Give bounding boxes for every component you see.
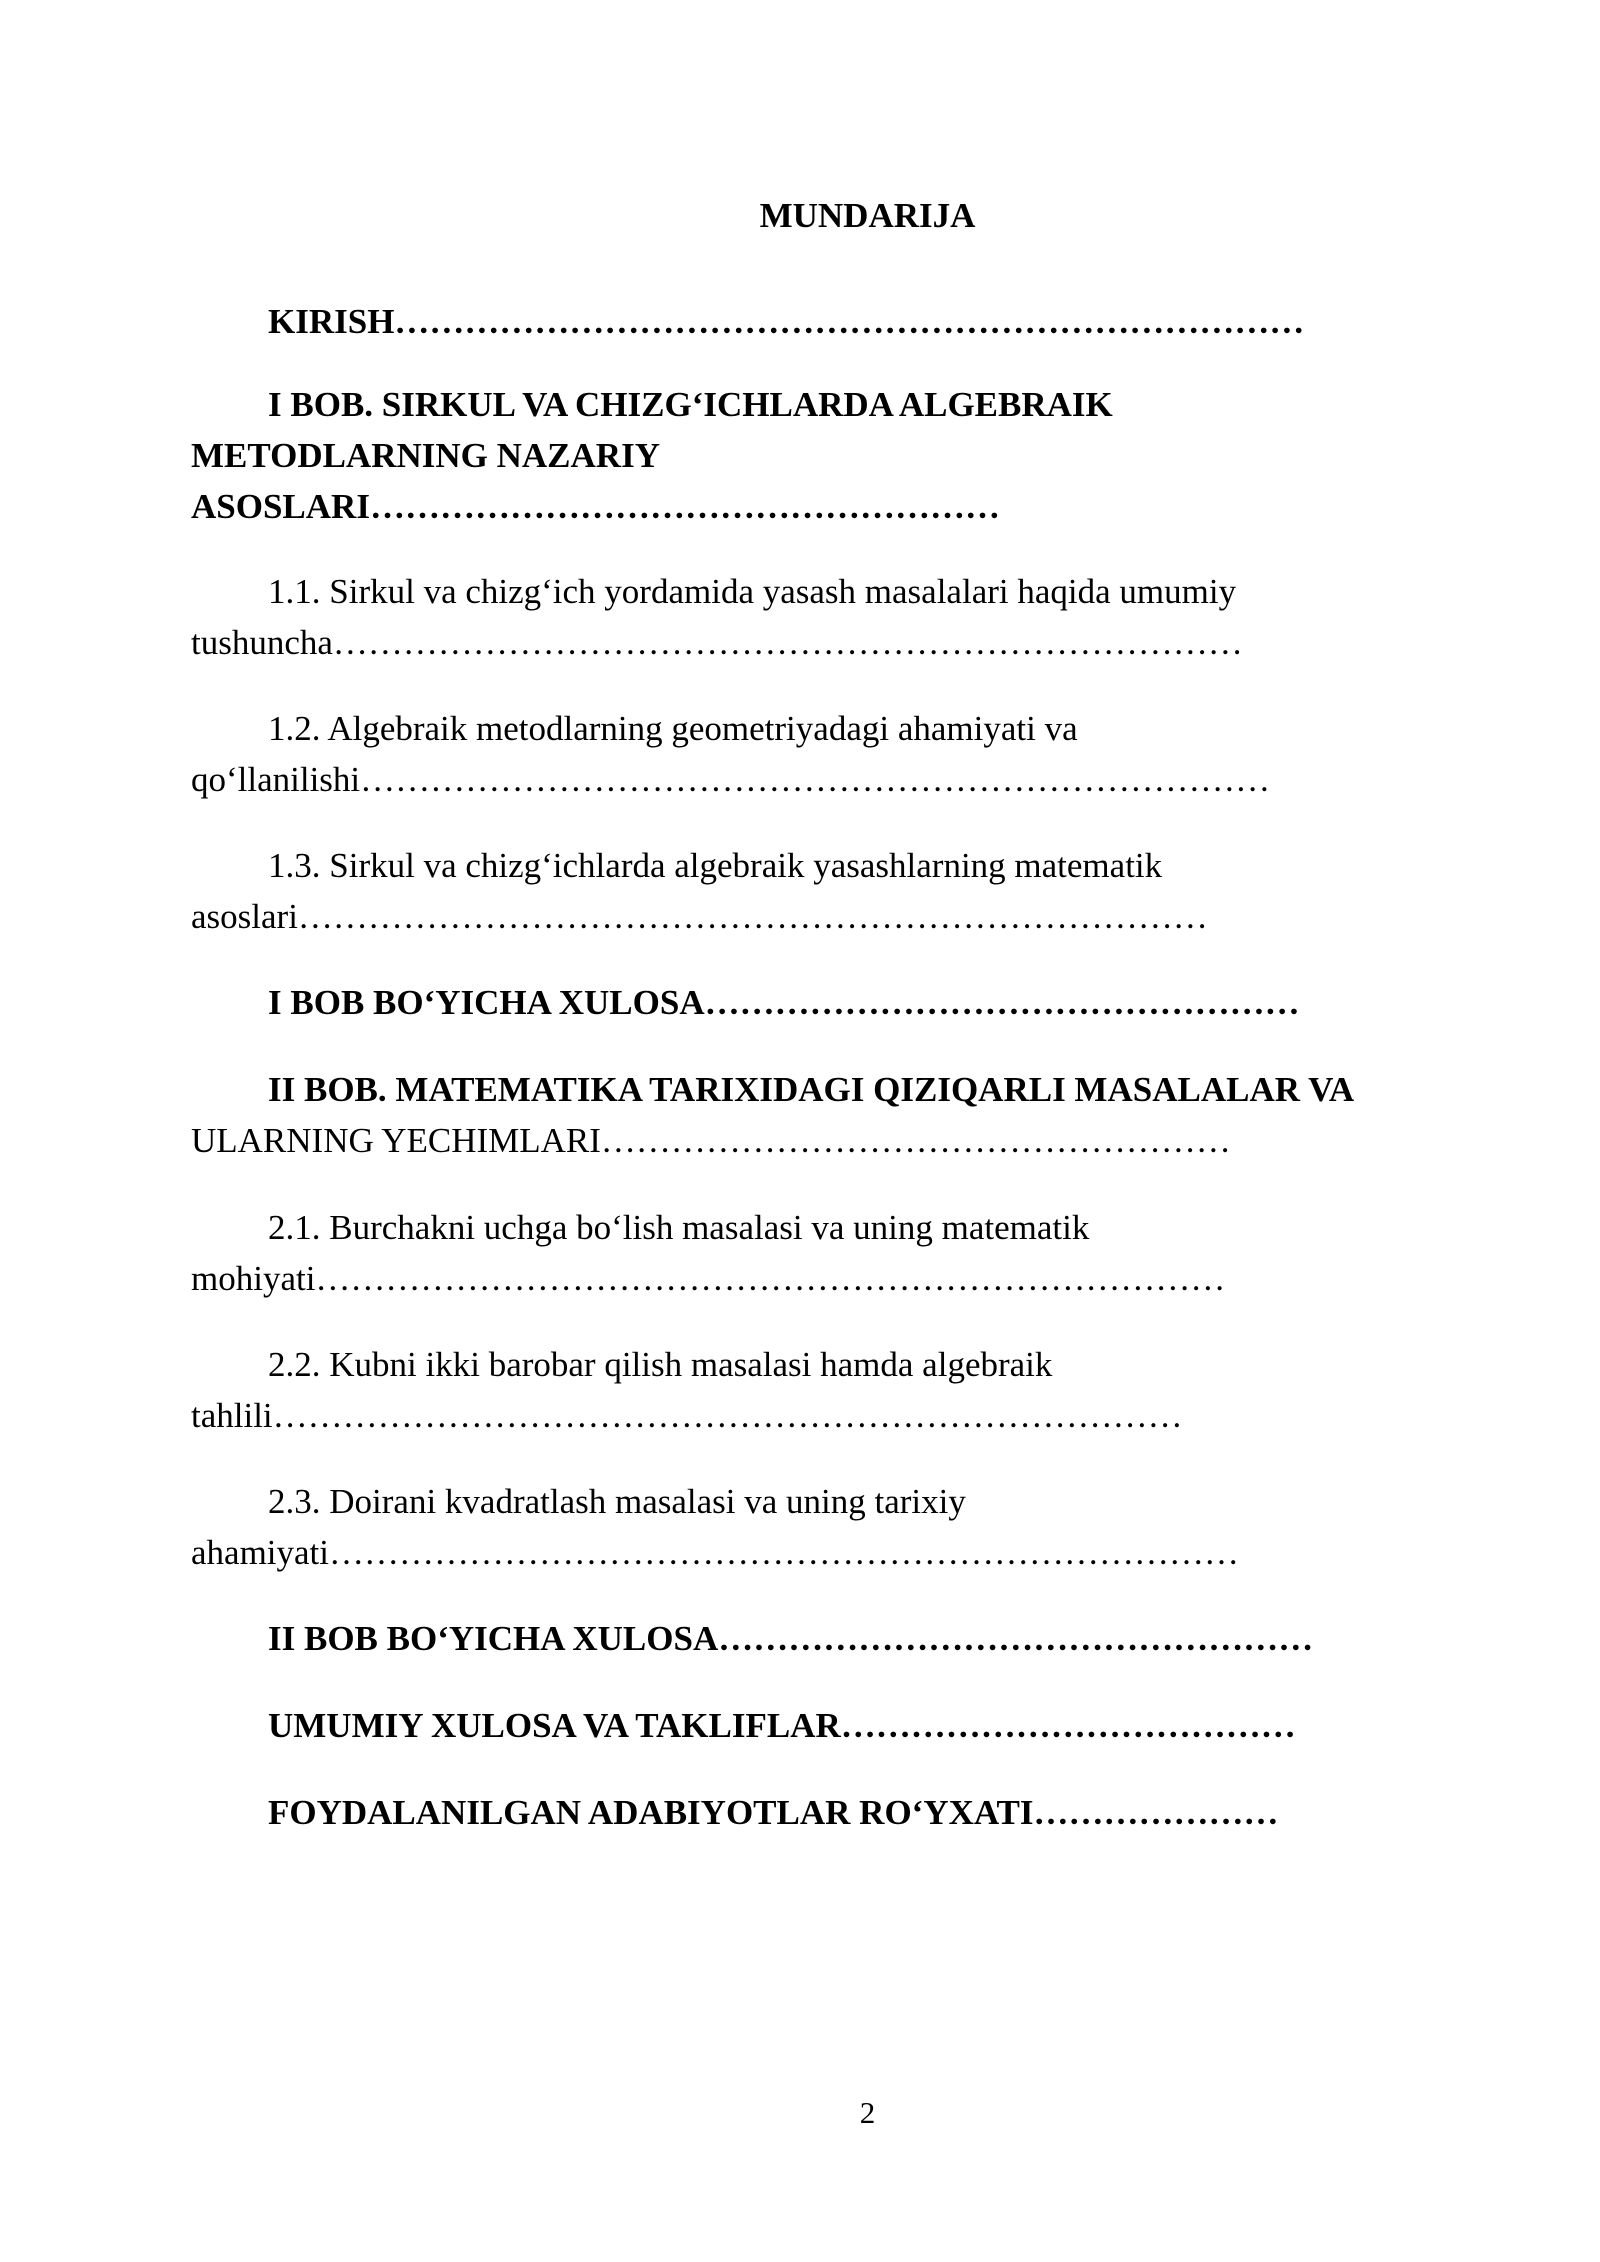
toc-entry-chapter-2 bbox=[191, 1064, 1471, 1166]
toc-entry-chapter-2-subtitle: ULARNING YECHIMLARI……………………………………………… bbox=[191, 1121, 1231, 1160]
toc-entry-kirish: KIRISH…………………………………………………………………… bbox=[268, 302, 1305, 341]
toc-entry-chapter-1-conclusion: I BOB BO‘YICHA XULOSA…………………………………………… bbox=[268, 983, 1300, 1022]
toc-entry-2-3: 2.3. Doirani kvadratlash masalasi va uning tarixiy ahamiyati…………………………………………………………………… bbox=[191, 1482, 1240, 1572]
toc-entry-2-2: 2.2. Kubni ikki barobar qilish masalasi hamda algebraik tahlili…………………………………………………………………… bbox=[191, 1345, 1183, 1435]
toc-entry-1-1: 1.1. Sirkul va chizg‘ich yordamida yasash masalalari haqida umumiy tushuncha…………………………………………………………………… bbox=[191, 572, 1243, 662]
toc-entry-1-2: 1.2. Algebraik metodlarning geometriyadagi ahamiyati va qo‘llanilishi…………………………………………………………………… bbox=[191, 709, 1271, 799]
page-number: 2 bbox=[859, 2095, 876, 2130]
page-title: MUNDARIJA bbox=[759, 196, 976, 235]
toc-entry-chapter-1: I BOB. SIRKUL VA CHIZG‘ICHLARDA ALGEBRAIK METODLARNING NAZARIY ASOSLARI……………………………………………… bbox=[191, 385, 1113, 526]
toc-entry-2-1: 2.1. Burchakni uchga bo‘lish masalasi va uning matematik mohiyati…………………………………………………………………… bbox=[191, 1208, 1226, 1298]
toc-entry-general-conclusion: UMUMIY XULOSA VA TAKLIFLAR………………………………… bbox=[268, 1706, 1296, 1745]
toc-entry-1-3: 1.3. Sirkul va chizg‘ichlarda algebraik yasashlarning matematik asoslari…………………………………………………………………… bbox=[191, 846, 1208, 936]
toc-entry-chapter-2-title: II BOB. MATEMATIKA TARIXIDAGI QIZIQARLI MASALALAR VA bbox=[268, 1070, 1355, 1109]
toc-entry-chapter-2-conclusion: II BOB BO‘YICHA XULOSA…………………………………………… bbox=[268, 1619, 1314, 1658]
toc-entry-references: FOYDALANILGAN ADABIYOTLAR RO‘YXATI………………… bbox=[268, 1793, 1279, 1832]
